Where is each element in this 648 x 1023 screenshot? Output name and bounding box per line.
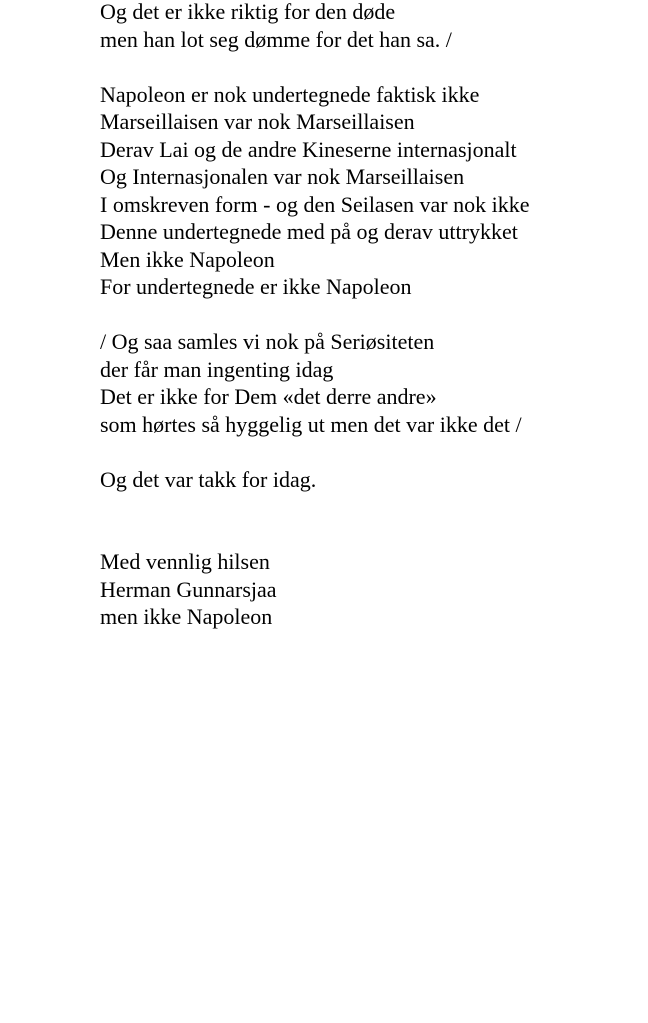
text-line: I omskreven form - og den Seilasen var nok ikke bbox=[100, 191, 530, 217]
signer-name: Herman Gunnarsjaa bbox=[100, 576, 277, 602]
stanza-1 bbox=[100, 0, 640, 53]
text-line: / Og saa samles vi nok på Seriøsiteten bbox=[100, 329, 435, 354]
signature-block bbox=[100, 548, 640, 631]
text-line: men han lot seg dømme for det han sa. / bbox=[100, 26, 452, 52]
closing-line bbox=[100, 466, 640, 494]
text-line: Men ikke Napoleon bbox=[100, 246, 275, 272]
text-line: som hørtes så hyggelig ut men det var ikke det / bbox=[100, 411, 522, 437]
stanza-2 bbox=[100, 81, 640, 301]
greeting-line: Med vennlig hilsen bbox=[100, 549, 270, 574]
text-line: Og det var takk for idag. bbox=[100, 466, 317, 492]
text-line: Derav Lai og de andre Kineserne internasjonalt bbox=[100, 136, 517, 162]
text-line: Og det er ikke riktig for den døde bbox=[100, 0, 396, 24]
stanza-3 bbox=[100, 328, 640, 438]
text-line: Napoleon er nok undertegnede faktisk ikke bbox=[100, 81, 480, 107]
letter-text bbox=[100, 0, 640, 658]
text-line: Det er ikke for Dem «det derre andre» bbox=[100, 384, 437, 409]
text-line: For undertegnede er ikke Napoleon bbox=[100, 274, 412, 299]
signature-note: men ikke Napoleon bbox=[100, 604, 273, 629]
text-line: der får man ingenting idag bbox=[100, 356, 334, 382]
text-line: Marseillaisen var nok Marseillaisen bbox=[100, 109, 415, 134]
text-line: Denne undertegnede med på og derav uttrykket bbox=[100, 219, 518, 244]
text-line: Og Internasjonalen var nok Marseillaisen bbox=[100, 164, 465, 189]
